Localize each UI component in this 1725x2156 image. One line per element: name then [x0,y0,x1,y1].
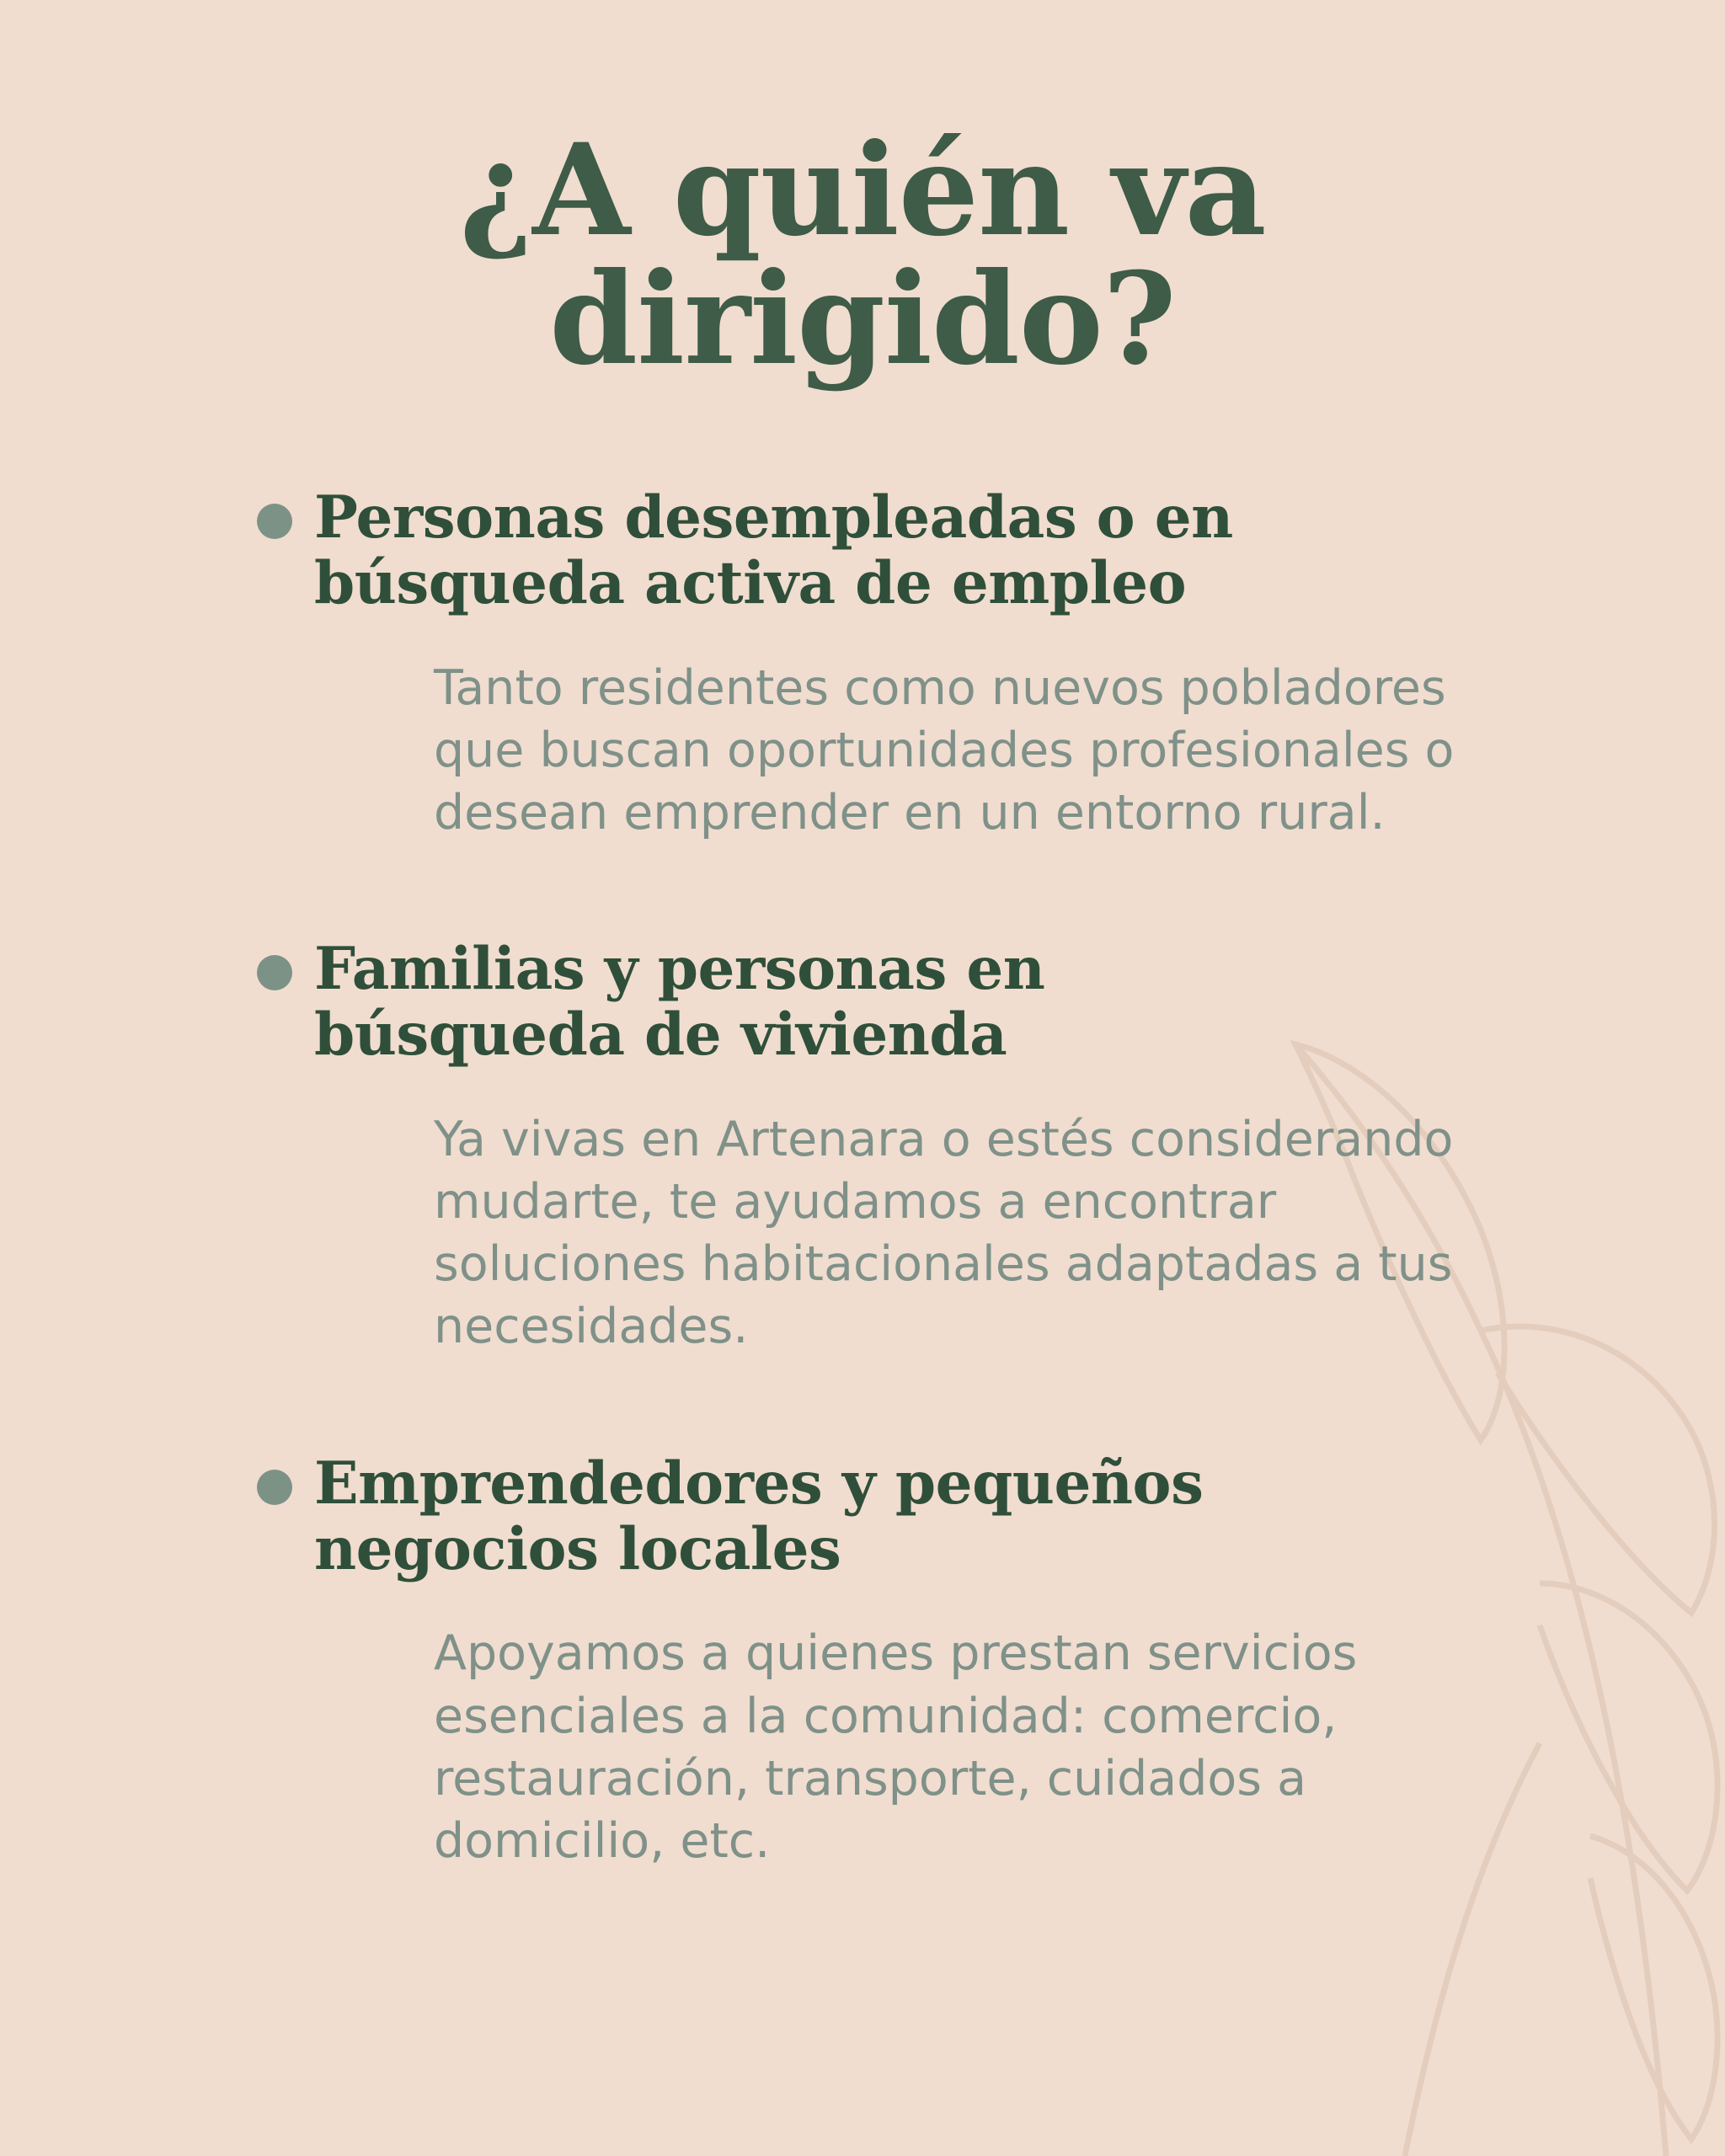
list-item-heading-row [101,937,1624,1068]
page-title: ¿A quién va dirigido? [459,116,1266,393]
list-item-heading-row [101,485,1624,616]
bullet-dot-icon [257,1470,292,1505]
audience-list [101,485,1624,1872]
list-item-body: Ya vivas en Artenara o estés considerando mudarte, te ayudamos a encontrar soluciones habitacionales adaptadas a tus necesidades. [434,1112,1454,1355]
bullet-dot-icon [257,504,292,539]
list-item-heading-row [101,1451,1624,1582]
list-item-body: Apoyamos a quienes prestan servicios esenciales a la comunidad: comercio, restauración, transporte, cuidados a domicilio, etc. [434,1625,1358,1869]
list-item [101,937,1624,1358]
list-item [101,1451,1624,1872]
list-item-body: Tanto residentes como nuevos pobladores que buscan oportunidades profesionales o desean emprender en un entorno rural. [434,659,1455,841]
list-item-title: Personas desempleadas o en búsqueda activa de empleo [314,483,1233,617]
list-item-title: Emprendedores y pequeños negocios locales [314,1449,1204,1583]
bullet-dot-icon [257,955,292,990]
list-item-title: Familias y personas en búsqueda de vivienda [314,935,1045,1070]
list-item [101,485,1624,844]
